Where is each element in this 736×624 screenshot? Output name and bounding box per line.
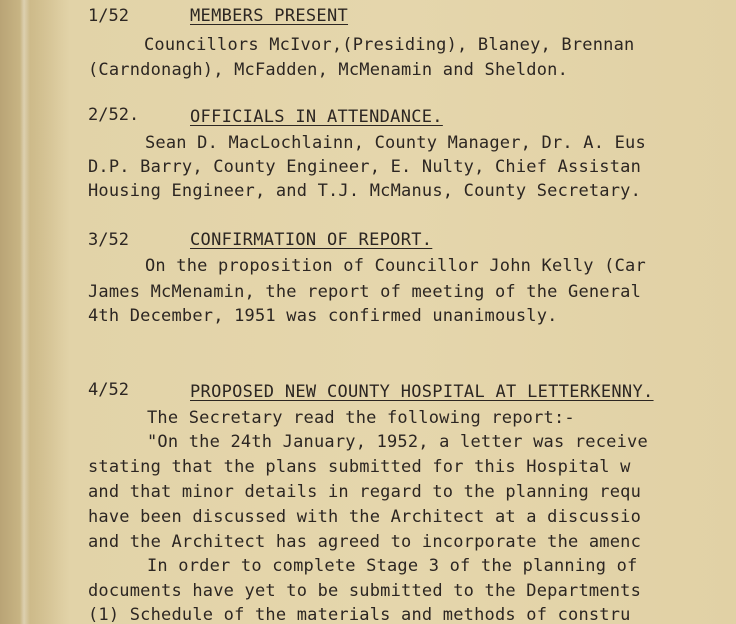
text-line: stating that the plans submitted for this Hospital w <box>88 457 631 477</box>
text-line: documents have yet to be submitted to the Departments <box>88 581 642 601</box>
text-line: (Carndonagh), McFadden, McMenamin and Sheldon. <box>88 60 569 80</box>
text-line: (1) Schedule of the materials and methods of constru <box>88 605 631 624</box>
text-line: D.P. Barry, County Engineer, E. Nulty, Chief Assistan <box>88 157 642 177</box>
text-line: The Secretary read the following report:- <box>147 408 575 428</box>
text-line: have been discussed with the Architect at a discussio <box>88 507 642 527</box>
text-line: "On the 24th January, 1952, a letter was receive <box>147 432 648 452</box>
item-number: 1/52 <box>88 6 129 26</box>
item-number: 4/52 <box>88 380 129 400</box>
item-number: 3/52 <box>88 230 129 250</box>
text-line: and the Architect has agreed to incorporate the amenc <box>88 532 642 552</box>
text-line: Councillors McIvor,(Presiding), Blaney, Brennan <box>144 35 635 55</box>
text-line: and that minor details in regard to the planning requ <box>88 482 642 502</box>
item-number: 2/52. <box>88 105 140 125</box>
section-heading: OFFICIALS IN ATTENDANCE. <box>190 107 443 127</box>
text-line: Housing Engineer, and T.J. McManus, County Secretary. <box>88 181 642 201</box>
text-line: On the proposition of Councillor John Kelly (Car <box>145 256 646 276</box>
text-line: James McMenamin, the report of meeting of the General <box>88 282 642 302</box>
binding-shadow <box>20 0 30 624</box>
section-heading: PROPOSED NEW COUNTY HOSPITAL AT LETTERKENNY. <box>190 382 654 402</box>
section-heading: CONFIRMATION OF REPORT. <box>190 230 433 250</box>
section-heading: MEMBERS PRESENT <box>190 6 349 26</box>
text-line: In order to complete Stage 3 of the planning of <box>147 556 638 576</box>
page-gutter <box>0 0 70 624</box>
text-line: Sean D. MacLochlainn, County Manager, Dr. A. Eus <box>145 133 646 153</box>
text-line: 4th December, 1951 was confirmed unanimously. <box>88 306 558 326</box>
